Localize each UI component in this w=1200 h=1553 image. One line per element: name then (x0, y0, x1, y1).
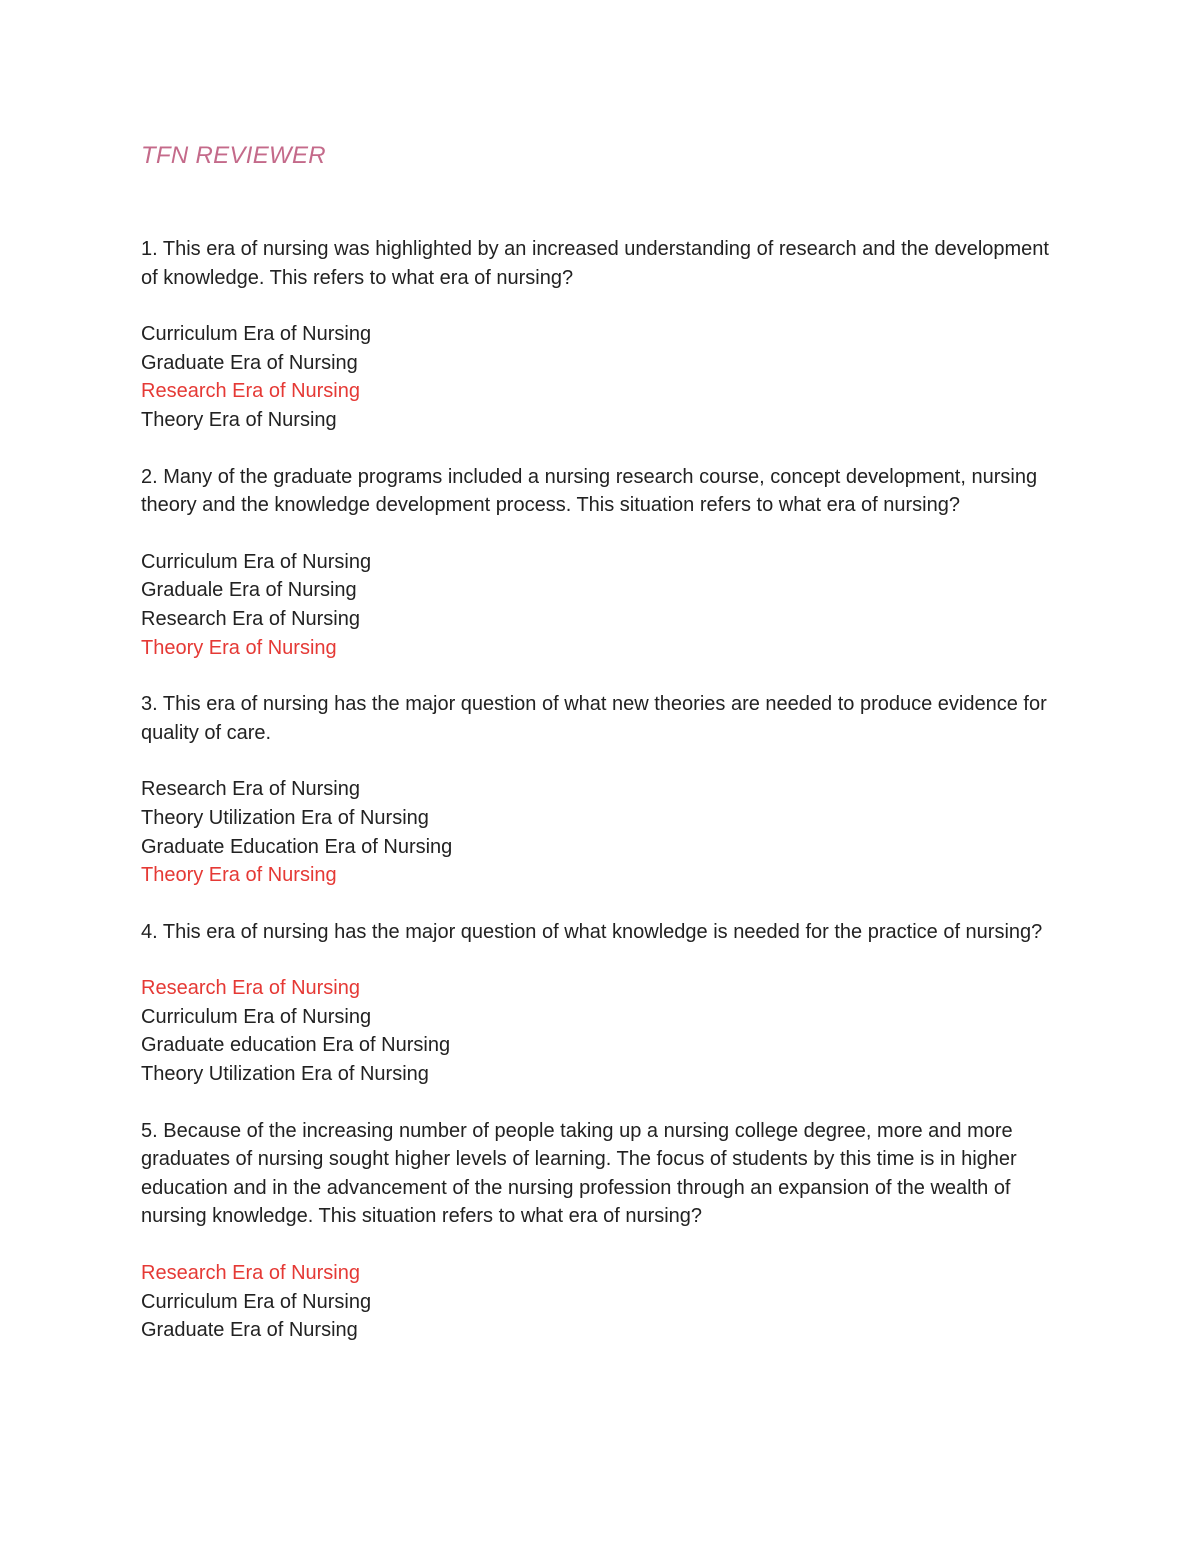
question-block (141, 463, 1061, 663)
answer-options (141, 974, 1061, 1088)
answer-option: Graduate Era of Nursing (141, 1319, 358, 1342)
answer-option: Curriculum Era of Nursing (141, 1005, 372, 1028)
answer-option-correct: Research Era of Nursing (141, 1262, 360, 1285)
answer-option: Theory Utilization Era of Nursing (141, 806, 429, 829)
question-text: 2. Many of the graduate programs included a nursing research course, concept development, nursing theory and the knowledge development process. This situation refers to what era of nursing? (141, 465, 1043, 517)
document-title: TFN REVIEWER (141, 142, 326, 169)
question-list (141, 235, 1061, 1373)
question-text: 3. This era of nursing has the major question of what new theories are needed to produce evidence for quality of care. (141, 693, 1053, 744)
question-block (141, 1117, 1061, 1345)
answer-option-correct: Theory Era of Nursing (141, 636, 337, 659)
answer-option: Curriculum Era of Nursing (141, 1290, 372, 1313)
answer-options (141, 1259, 1061, 1345)
question-block (141, 918, 1061, 1089)
answer-option: Graduate Education Era of Nursing (141, 835, 453, 858)
answer-options (141, 548, 1061, 662)
answer-option: Graduale Era of Nursing (141, 579, 357, 602)
answer-option-correct: Research Era of Nursing (141, 977, 360, 1000)
answer-option: Research Era of Nursing (141, 607, 360, 630)
answer-option: Graduate Era of Nursing (141, 351, 358, 374)
question-text: 5. Because of the increasing number of people taking up a nursing college degree, more and more graduates of nursing sought higher levels of learning. The focus of students by this time is in higher education and in the advancement of the nursing profession through an expansion of the wealth of nursing knowledge. This situation refers to what era of nursing? (141, 1119, 1023, 1228)
question-block (141, 235, 1061, 435)
question-block (141, 690, 1061, 890)
answer-option: Curriculum Era of Nursing (141, 550, 372, 573)
answer-option: Graduate education Era of Nursing (141, 1034, 451, 1057)
question-text: 4. This era of nursing has the major question of what knowledge is needed for the practice of nursing? (141, 920, 1043, 943)
answer-options (141, 320, 1061, 434)
question-text: 1. This era of nursing was highlighted by an increased understanding of research and the development of knowledge. This refers to what era of nursing? (141, 238, 1055, 289)
answer-option-correct: Theory Era of Nursing (141, 864, 337, 887)
answer-option-correct: Research Era of Nursing (141, 380, 360, 403)
answer-options (141, 775, 1061, 889)
answer-option: Theory Utilization Era of Nursing (141, 1063, 429, 1086)
answer-option: Curriculum Era of Nursing (141, 323, 372, 346)
answer-option: Research Era of Nursing (141, 778, 360, 801)
answer-option: Theory Era of Nursing (141, 408, 337, 431)
